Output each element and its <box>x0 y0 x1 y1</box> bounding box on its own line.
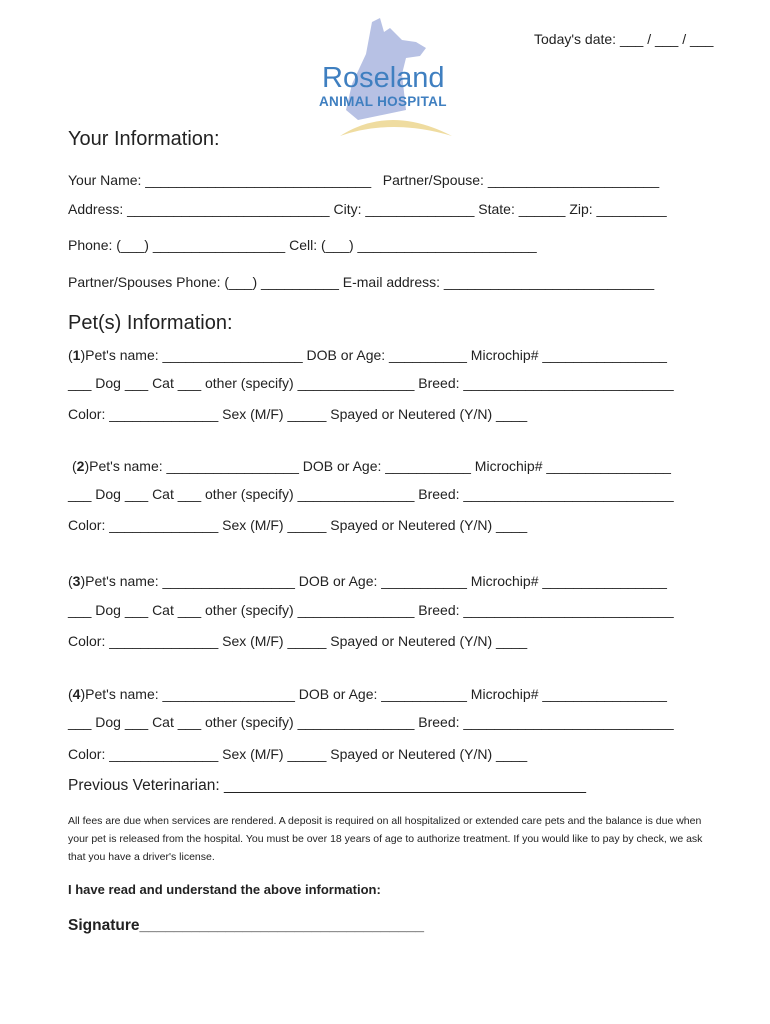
roseland-logo <box>310 14 460 142</box>
acknowledgement-text: I have read and understand the above information: <box>68 882 381 897</box>
pet-3-type-line[interactable]: ___ Dog ___ Cat ___ other (specify) _______________ Breed: ___________________________ <box>68 602 674 618</box>
pet-2-name-line[interactable]: (2)Pet's name: _________________ DOB or Age: ___________ Microchip# ________________ <box>72 458 671 474</box>
pet-4-name-line[interactable]: (4)Pet's name: _________________ DOB or Age: ___________ Microchip# ________________ <box>68 686 667 702</box>
pet-1-name-line[interactable]: (1)Pet's name: __________________ DOB or Age: __________ Microchip# ________________ <box>68 347 667 363</box>
pet-name-fields[interactable]: Pet's name: __________________ DOB or Age: __________ Microchip# ________________ <box>85 347 667 363</box>
pet-3-name-line[interactable]: (3)Pet's name: _________________ DOB or Age: ___________ Microchip# ________________ <box>68 573 667 589</box>
pet-number: 4 <box>72 686 81 702</box>
pet-2-color-line[interactable]: Color: ______________ Sex (M/F) _____ Spayed or Neutered (Y/N) ____ <box>68 517 528 533</box>
pet-2-type-line[interactable]: ___ Dog ___ Cat ___ other (specify) _______________ Breed: ___________________________ <box>68 486 674 502</box>
your-information-heading: Your Information: <box>68 128 220 150</box>
name-partner-fields[interactable]: Your Name: _____________________________ Partner/Spouse: ______________________ <box>68 172 660 188</box>
pets-information-heading: Pet(s) Information: <box>68 312 233 334</box>
pet-number: 1 <box>72 347 81 363</box>
pet-name-fields[interactable]: Pet's name: _________________ DOB or Age: ___________ Microchip# ________________ <box>85 686 667 702</box>
address-fields[interactable]: Address: __________________________ City: ______________ State: ______ Zip: _________ <box>68 201 667 217</box>
pet-number: 2 <box>76 458 85 474</box>
pet-number: 3 <box>72 573 81 589</box>
previous-veterinarian-field[interactable]: Previous Veterinarian: __________________________________________ <box>68 777 587 794</box>
pet-1-type-line[interactable]: ___ Dog ___ Cat ___ other (specify) _______________ Breed: ___________________________ <box>68 375 674 391</box>
phone-fields[interactable]: Phone: (___) _________________ Cell: (___) _______________________ <box>68 237 537 253</box>
signature-field[interactable]: Signature_________________________________ <box>68 917 424 934</box>
logo-subtitle: ANIMAL HOSPITAL <box>319 94 447 109</box>
fee-policy-text: All fees are due when services are rendered. A deposit is required on all hospitalized or extended care pets and the balance is due when your pet is released from the hospital. You must be over 18 years of age to authorize treatment. If you would like to pay by check, we ask that you have a driver's license. <box>68 815 703 863</box>
logo-title: Roseland <box>322 62 445 94</box>
partner-phone-email-fields[interactable]: Partner/Spouses Phone: (___) __________ E-mail address: ___________________________ <box>68 274 655 290</box>
pet-name-fields[interactable]: Pet's name: _________________ DOB or Age: ___________ Microchip# ________________ <box>89 458 671 474</box>
pet-name-fields[interactable]: Pet's name: _________________ DOB or Age: ___________ Microchip# ________________ <box>85 573 667 589</box>
pet-4-type-line[interactable]: ___ Dog ___ Cat ___ other (specify) _______________ Breed: ___________________________ <box>68 714 674 730</box>
pet-4-color-line[interactable]: Color: ______________ Sex (M/F) _____ Spayed or Neutered (Y/N) ____ <box>68 746 528 762</box>
pet-3-color-line[interactable]: Color: ______________ Sex (M/F) _____ Spayed or Neutered (Y/N) ____ <box>68 633 528 649</box>
pet-1-color-line[interactable]: Color: ______________ Sex (M/F) _____ Spayed or Neutered (Y/N) ____ <box>68 406 528 422</box>
todays-date-field[interactable]: Today's date: ___ / ___ / ___ <box>534 31 714 47</box>
